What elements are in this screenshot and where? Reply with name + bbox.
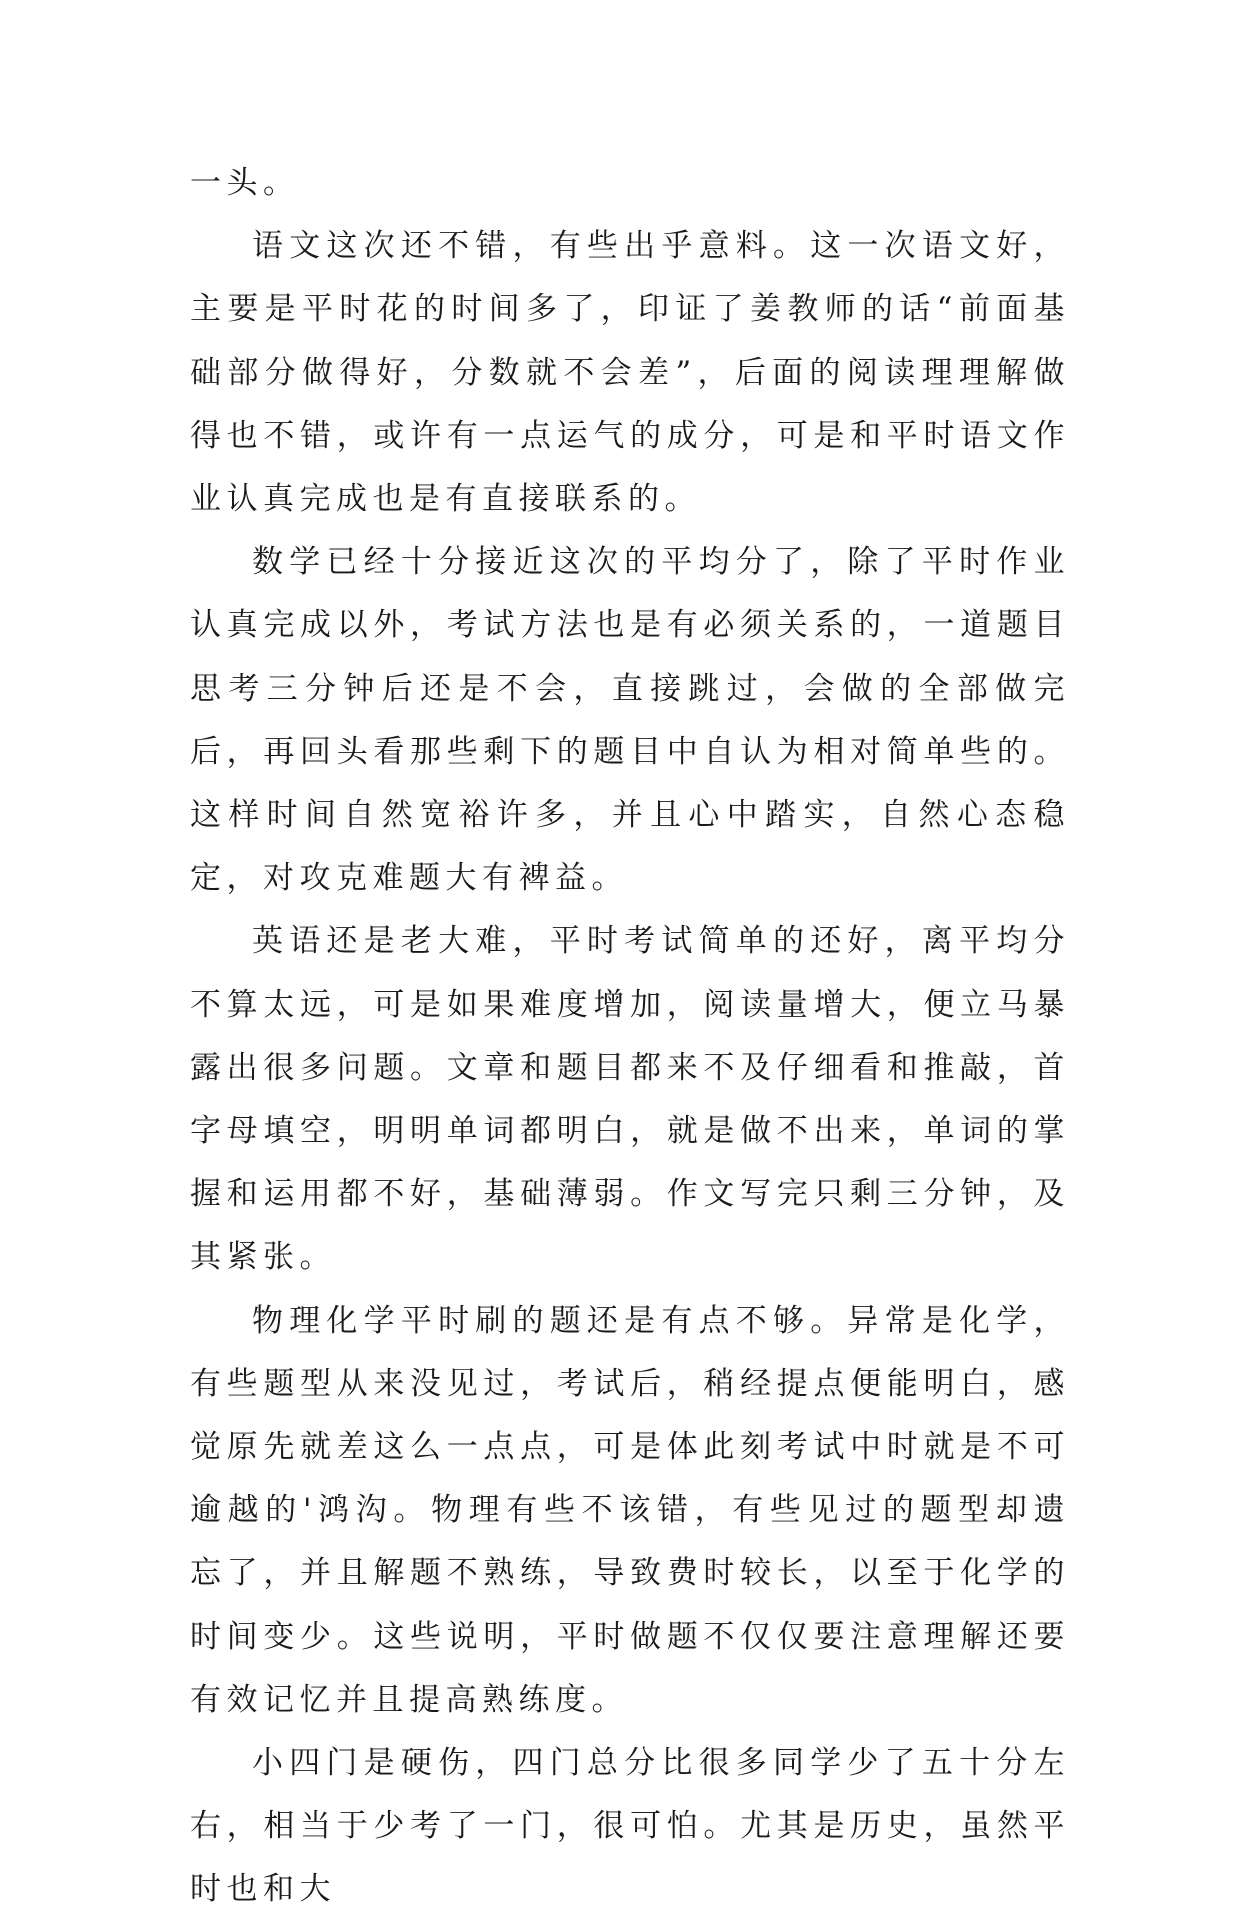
paragraph-minor-subjects: 小四门是硬伤，四门总分比很多同学少了五十分左右，相当于少考了一门，很可怕。尤其是历史，虽然平时也和大: [190, 1745, 1070, 1908]
paragraph-chinese: 语文这次还不错，有些出乎意料。这一次语文好，主要是平时花的时间多了，印证了姜教师的话“前面基础部分做得好，分数就不会差”，后面的阅读理理解做得也不错，或许有一点运气的成分，可是和平时语文作业认真完成也是有直接联系的。: [190, 228, 1070, 518]
paragraph-continuation: 一头。: [190, 165, 300, 201]
body-text: [190, 152, 1070, 1922]
paragraph-math: 数学已经十分接近这次的平均分了，除了平时作业认真完成以外，考试方法也是有必须关系的，一道题目思考三分钟后还是不会，直接跳过，会做的全部做完后，再回头看那些剩下的题目中自认为相对简单些的。这样时间自然宽裕许多，并且心中踏实，自然心态稳定，对攻克难题大有裨益。: [190, 544, 1070, 897]
paragraph-english: 英语还是老大难，平时考试简单的还好，离平均分不算太远，可是如果难度增加，阅读量增大，便立马暴露出很多问题。文章和题目都来不及仔细看和推敲，首字母填空，明明单词都明白，就是做不出来，单词的掌握和运用都不好，基础薄弱。作文写完只剩三分钟，及其紧张。: [190, 923, 1070, 1276]
paragraph-physics-chemistry: 物理化学平时刷的题还是有点不够。异常是化学，有些题型从来没见过，考试后，稍经提点便能明白，感觉原先就差这么一点点，可是体此刻考试中时就是不可逾越的'鸿沟。物理有些不该错，有些见过的题型却遗忘了，并且解题不熟练，导致费时较长，以至于化学的时间变少。这些说明，平时做题不仅仅要注意理解还要有效记忆并且提高熟练度。: [190, 1302, 1070, 1718]
